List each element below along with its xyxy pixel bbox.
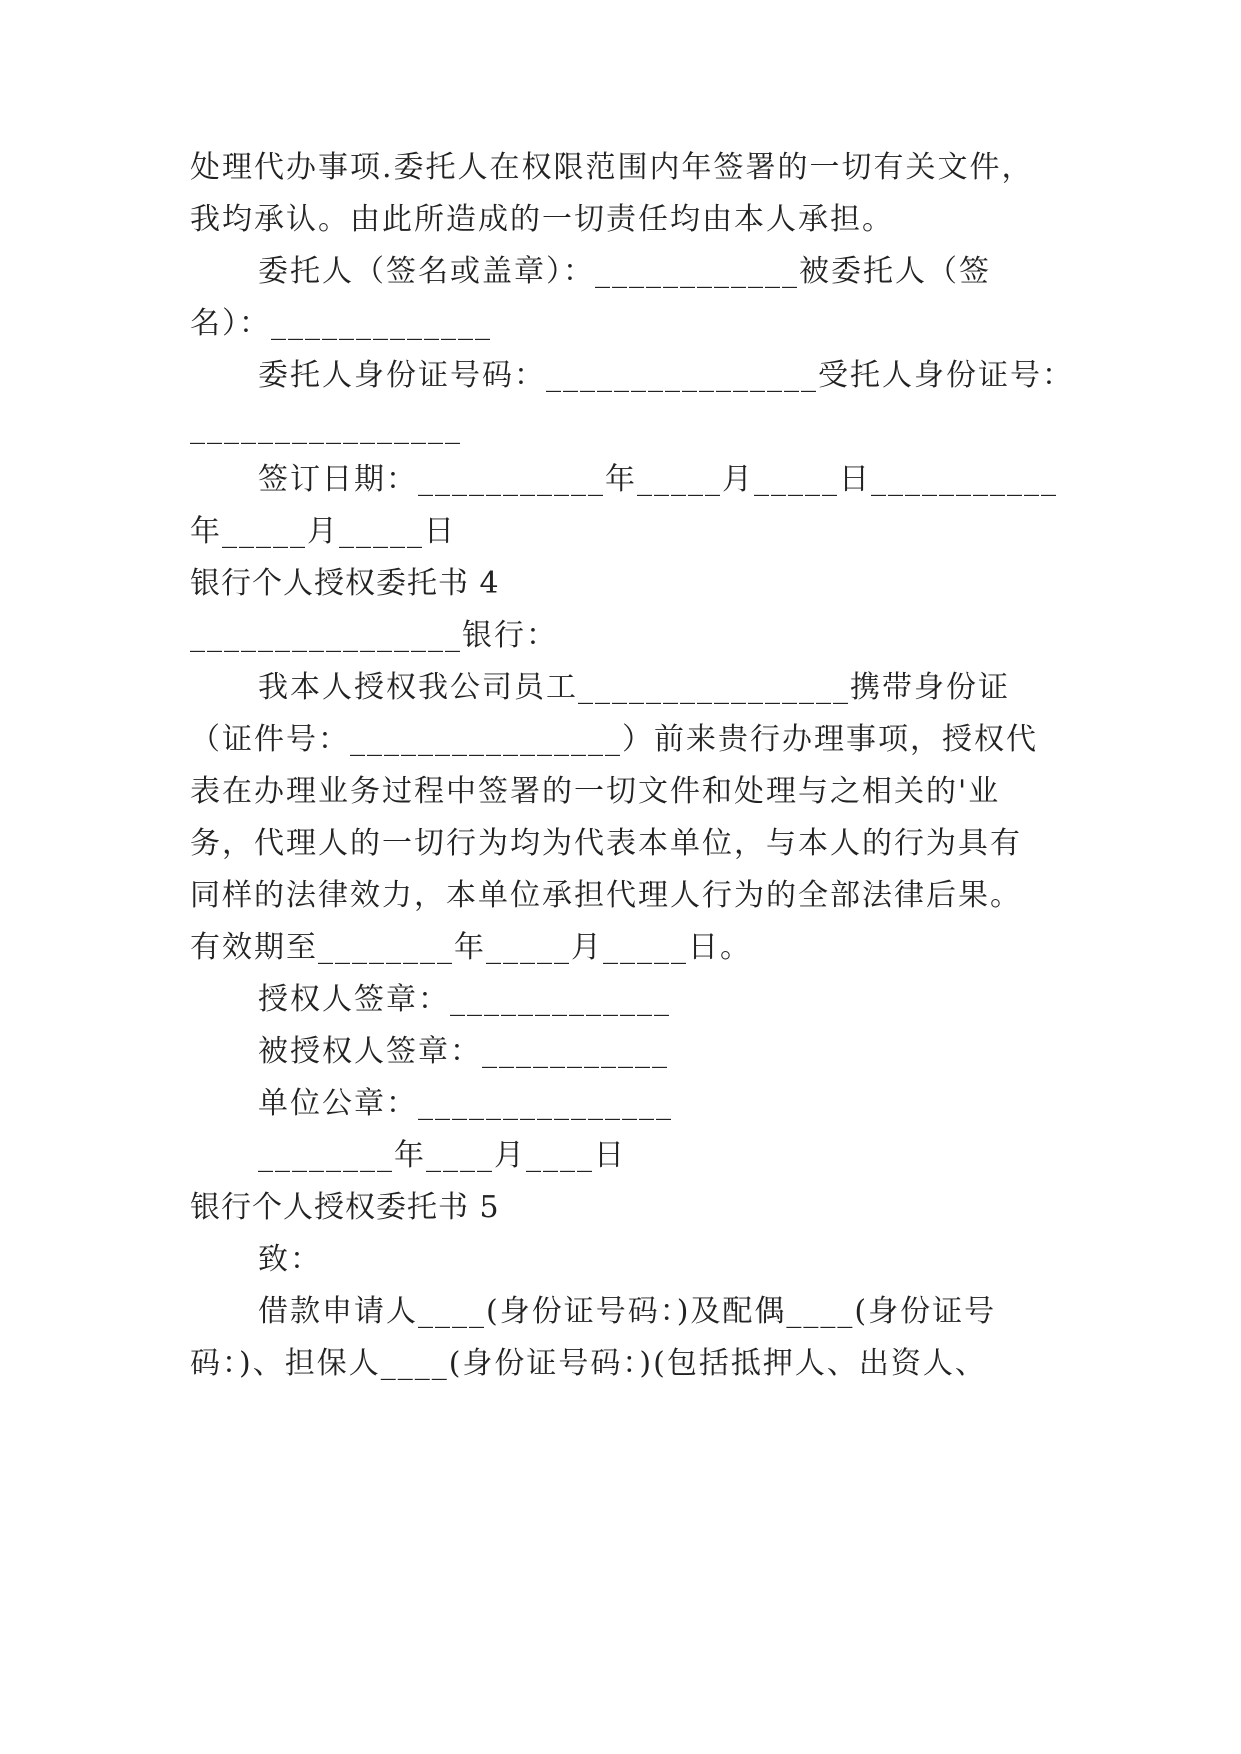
section-heading-5: 银行个人授权委托书 5 xyxy=(190,1190,500,1225)
paragraph-line: 我均承认。由此所造成的一切责任均由本人承担。 xyxy=(190,202,894,237)
paragraph-line: 码：)、担保人____(身份证号码：)(包括抵押人、出资人、 xyxy=(190,1346,987,1381)
signature-line-delegator: 委托人（签名或盖章）：____________被委托人（签 xyxy=(258,254,991,289)
date-line: ________年____月____日 xyxy=(258,1138,626,1173)
paragraph-line: 表在办理业务过程中签署的一切文件和处理与之相关的'业 xyxy=(190,774,1001,809)
paragraph-line: 我本人授权我公司员工________________携带身份证 xyxy=(258,670,1010,705)
paragraph-line: 处理代办事项.委托人在权限范围内年签署的一切有关文件， xyxy=(190,150,1034,185)
id-number-line: 委托人身份证号码：________________受托人身份证号： xyxy=(258,358,1074,393)
paragraph-line: 借款申请人____(身份证号码：)及配偶____(身份证号 xyxy=(258,1294,997,1329)
paragraph-line: （证件号：________________）前来贵行办理事项，授权代 xyxy=(190,722,1038,757)
signing-date-line: 签订日期：___________年_____月_____日___________ xyxy=(258,462,1058,497)
section-heading-4: 银行个人授权委托书 4 xyxy=(190,566,500,601)
validity-line: 有效期至________年_____月_____日。 xyxy=(190,930,752,965)
salutation: 致： xyxy=(258,1242,322,1277)
paragraph-line: 务，代理人的一切行为均为代表本单位，与本人的行为具有 xyxy=(190,826,1022,861)
authorizer-signature-line: 授权人签章：_____________ xyxy=(258,982,671,1017)
company-seal-line: 单位公章：_______________ xyxy=(258,1086,673,1121)
signing-date-continued: 年_____月_____日 xyxy=(190,514,456,549)
signature-line-delegatee: 名）：_____________ xyxy=(190,306,492,341)
authorized-signature-line: 被授权人签章：___________ xyxy=(258,1034,669,1069)
paragraph-line: 同样的法律效力，本单位承担代理人行为的全部法律后果。 xyxy=(190,878,1022,913)
bank-addressee: ________________银行： xyxy=(190,618,558,653)
id-number-blank: ________________ xyxy=(190,410,462,445)
